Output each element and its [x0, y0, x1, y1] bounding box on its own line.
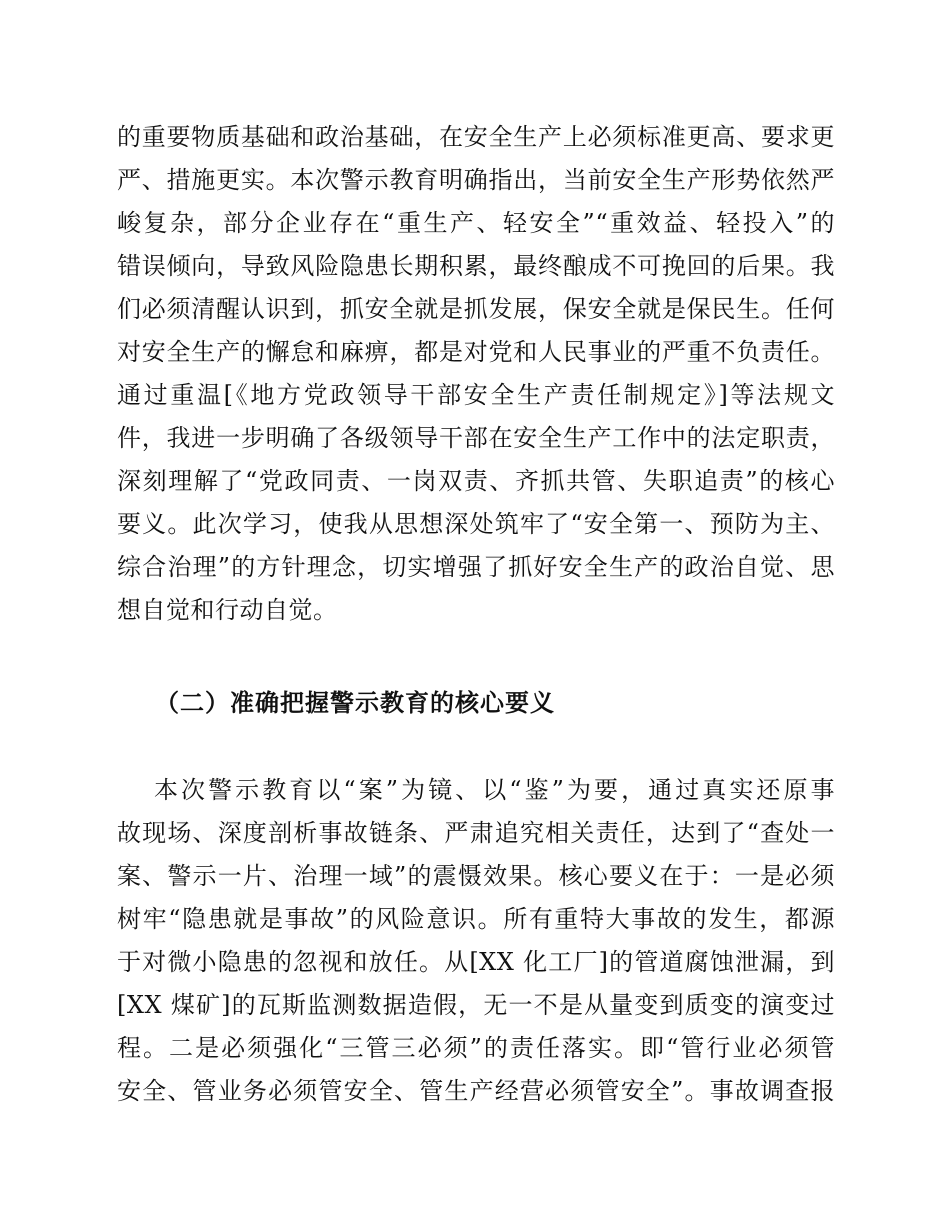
- paragraph-line: [XX 煤矿]的瓦斯监测数据造假，无一不是从量变到质变的演变过: [117, 991, 835, 1019]
- paragraph-line: 案、警示一片、治理一域”的震慑效果。核心要义在于：一是必须: [117, 862, 835, 890]
- paragraph-line: 程。二是必须强化“三管三必须”的责任落实。即“管行业必须管: [117, 1034, 835, 1062]
- paragraph-line: 综合治理”的方针理念，切实增强了抓好安全生产的政治自觉、思: [117, 553, 835, 581]
- paragraph-line: 的重要物质基础和政治基础，在安全生产上必须标准更高、要求更: [117, 123, 835, 151]
- paragraph-line: 通过重温[《地方党政领导干部安全生产责任制规定》]等法规文: [117, 381, 835, 409]
- paragraph-line: 深刻理解了“党政同责、一岗双责、齐抓共管、失职追责”的核心: [117, 467, 835, 495]
- paragraph-line: 严、措施更实。本次警示教育明确指出，当前安全生产形势依然严: [117, 166, 835, 194]
- paragraph-line: 安全、管业务必须管安全、管生产经营必须管安全”。事故调查报: [117, 1077, 835, 1105]
- paragraph-line: 峻复杂，部分企业存在“重生产、轻安全”“重效益、轻投入”的: [117, 209, 835, 237]
- paragraph-line: 们必须清醒认识到，抓安全就是抓发展，保安全就是保民生。任何: [117, 295, 835, 323]
- paragraph-line: 树牢“隐患就是事故”的风险意识。所有重特大事故的发生，都源: [117, 905, 835, 933]
- paragraph-line: 本次警示教育以“案”为镜、以“鉴”为要，通过真实还原事: [154, 776, 835, 804]
- paragraph-line: 要义。此次学习，使我从思想深处筑牢了“安全第一、预防为主、: [117, 510, 835, 538]
- paragraph-line: 错误倾向，导致风险隐患长期积累，最终酿成不可挽回的后果。我: [117, 252, 835, 280]
- paragraph-line: 于对微小隐患的忽视和放任。从[XX 化工厂]的管道腐蚀泄漏，到: [117, 948, 835, 976]
- paragraph-line: 想自觉和行动自觉。: [117, 596, 338, 624]
- paragraph-line: 件，我进一步明确了各级领导干部在安全生产工作中的法定职责，: [117, 424, 835, 452]
- paragraph-line: 对安全生产的懈怠和麻痹，都是对党和人民事业的严重不负责任。: [117, 338, 835, 366]
- paragraph-line: 故现场、深度剖析事故链条、严肃追究相关责任，达到了“查处一: [117, 819, 835, 847]
- section-heading: （二）准确把握警示教育的核心要义: [155, 689, 555, 717]
